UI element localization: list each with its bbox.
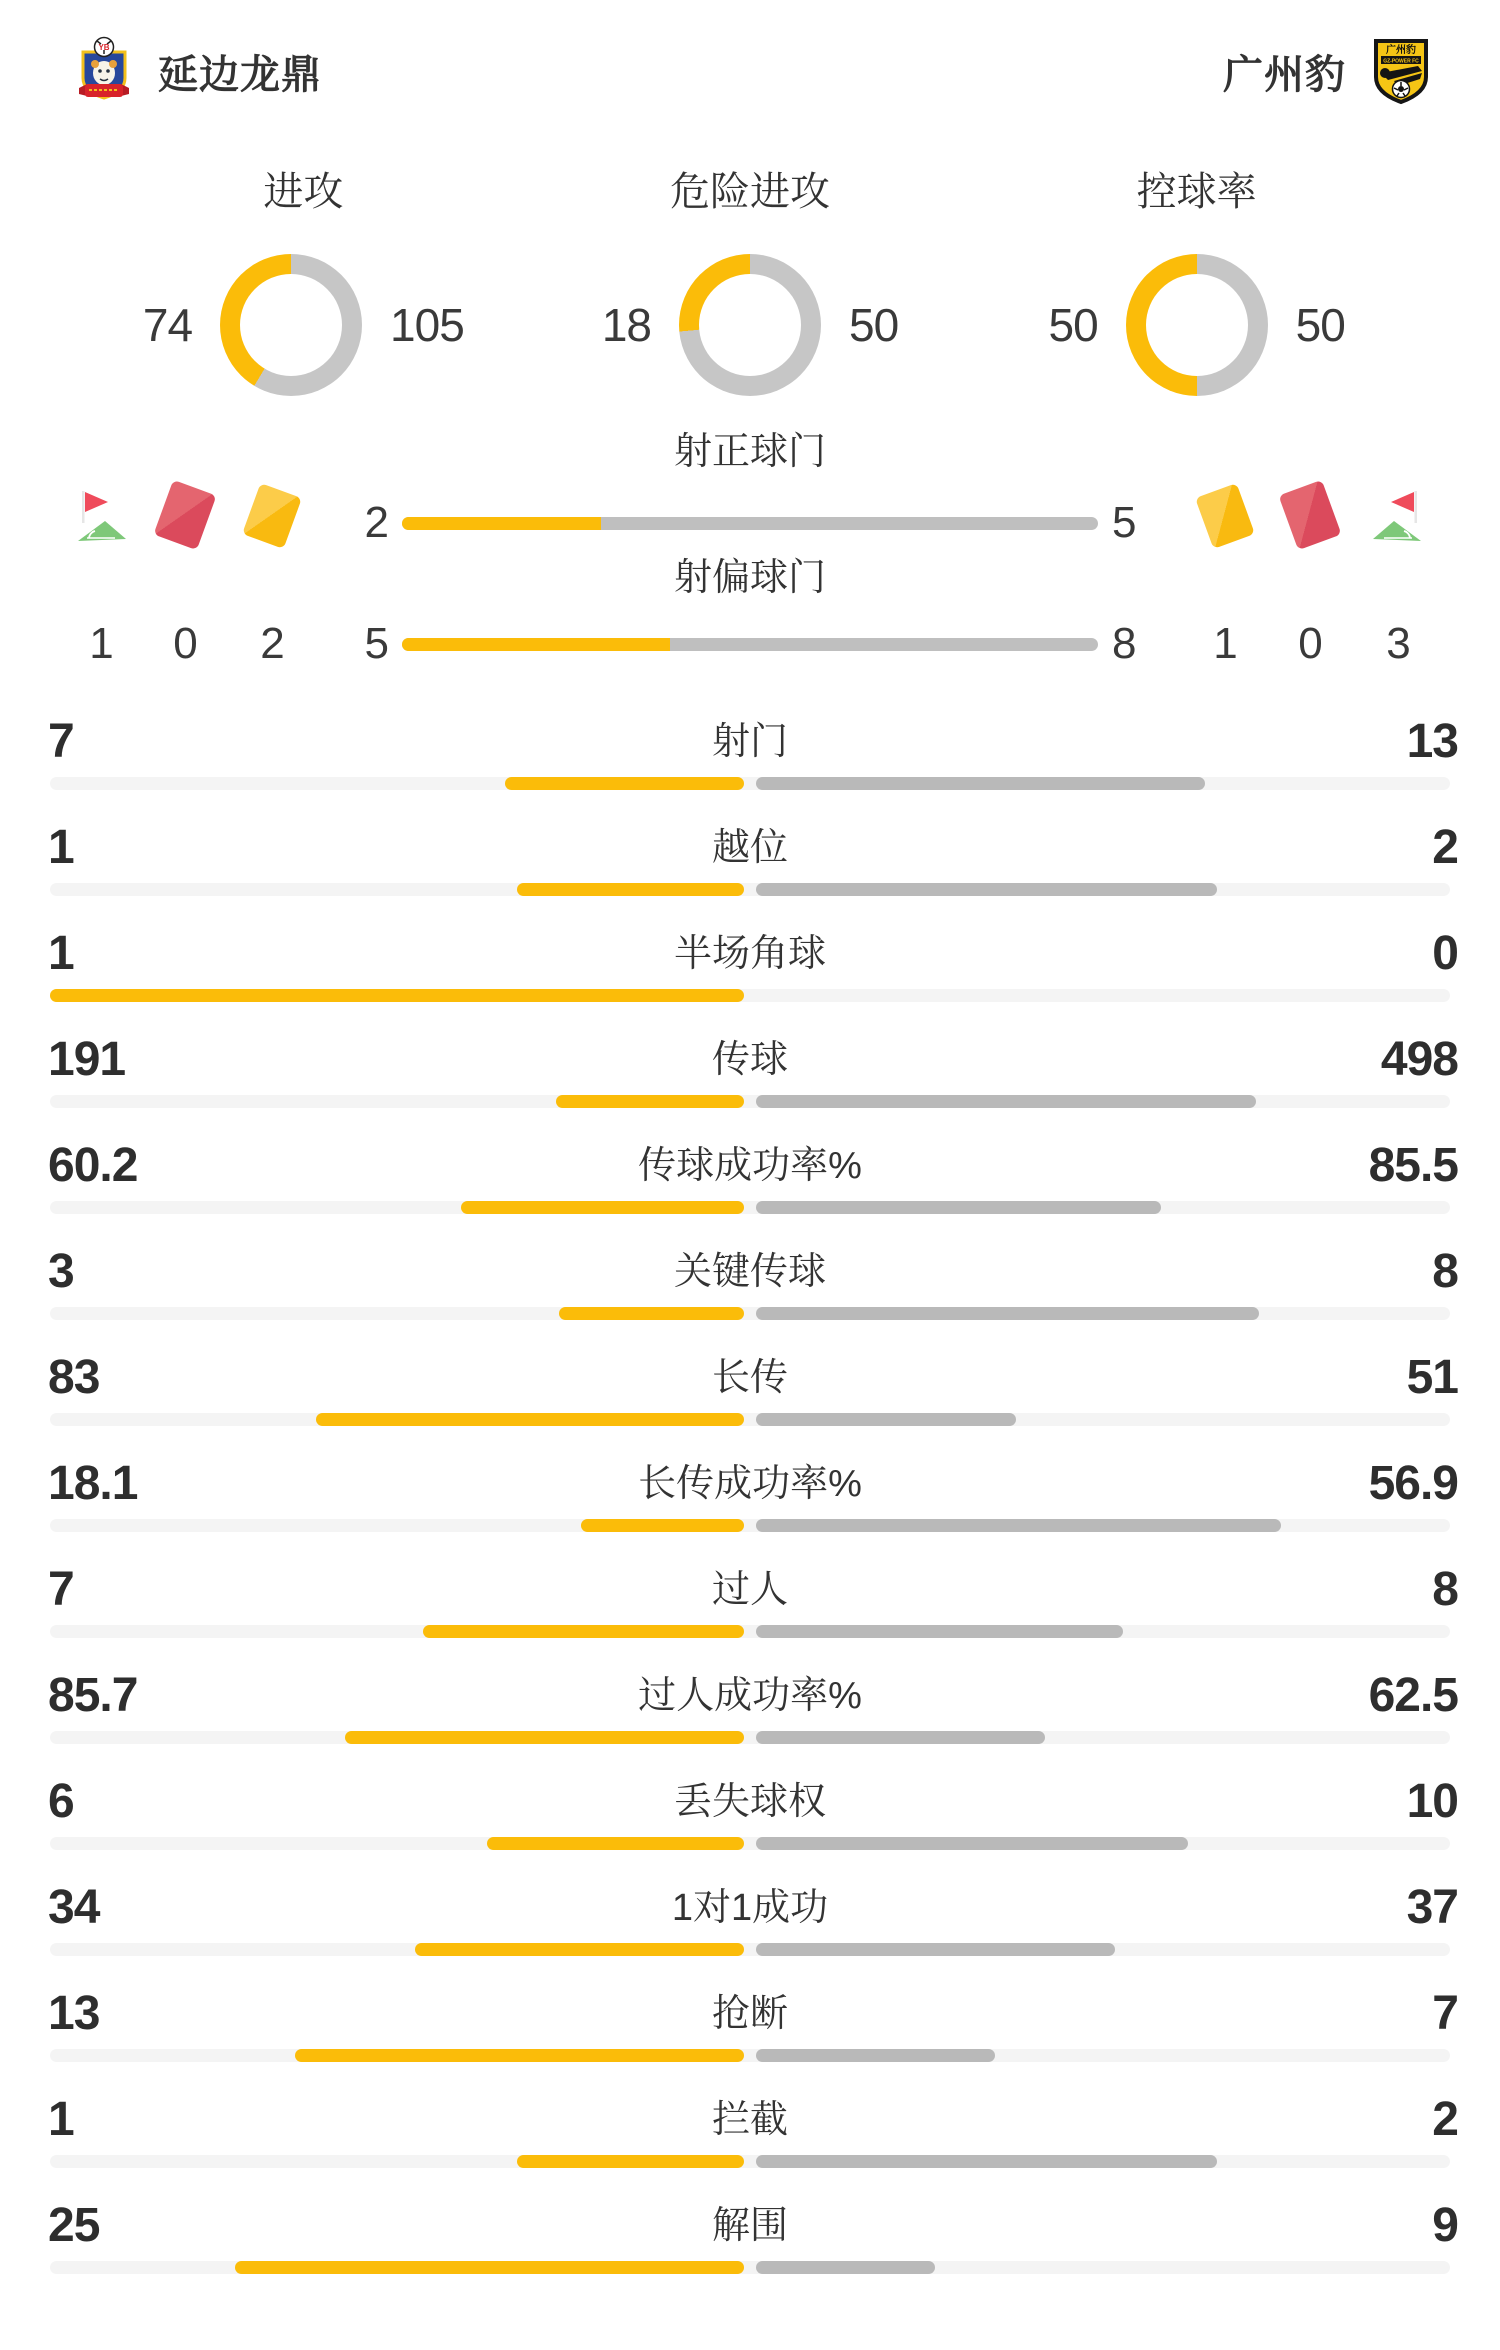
home-team-logo-icon: [76, 36, 132, 106]
stat-label: 抢断: [711, 1993, 788, 2035]
home-team-name: 延边龙鼎: [158, 52, 322, 97]
shots-off-target-home-fill: [402, 638, 670, 651]
chart-title: 危险进攻: [670, 170, 830, 214]
home-stat-value: 18.1: [48, 1457, 138, 1510]
home-stat-value: 3: [48, 1245, 74, 1298]
stat-row: [0, 1848, 1500, 1954]
home-shots-off-target-value: 5: [364, 619, 388, 668]
stat-row: [0, 2166, 1500, 2272]
away-team-name: 广州豹: [1223, 52, 1346, 97]
stat-label: 长传: [711, 1357, 788, 1399]
stat-row: [0, 1000, 1500, 1106]
home-red-card-icon: [153, 480, 216, 550]
stat-row: [0, 2060, 1500, 2166]
home-stat-bar: [235, 2261, 744, 2274]
shots-on-target-home-fill: [402, 517, 601, 530]
away-stat-value: 13: [1406, 715, 1458, 768]
stat-label: 传球成功率%: [638, 1145, 862, 1187]
away-red-card-icon: [1278, 480, 1341, 550]
home-red-card-count: 0: [173, 619, 197, 668]
away-possession-value: 50: [1295, 299, 1345, 351]
stat-row: [0, 894, 1500, 1000]
stat-label: 过人成功率%: [638, 1675, 862, 1717]
stat-row: [0, 1318, 1500, 1424]
shots-off-target-label: 射偏球门: [673, 557, 826, 599]
home-stat-value: 60.2: [48, 1139, 138, 1192]
away-stat-value: 7: [1432, 1987, 1458, 2040]
home-stat-value: 83: [48, 1351, 100, 1404]
chart-title: 进攻: [263, 170, 344, 214]
stat-label: 过人: [711, 1569, 788, 1611]
chart-attack: [80, 168, 527, 396]
home-stat-value: 34: [48, 1881, 100, 1934]
away-stat-value: 2: [1432, 821, 1458, 874]
away-stat-value: 8: [1432, 1563, 1458, 1616]
away-corner-count: 3: [1386, 619, 1410, 668]
stat-row: [0, 788, 1500, 894]
stat-label: 解围: [711, 2205, 788, 2247]
svg-text:广州豹: 广州豹: [1386, 45, 1416, 56]
home-attack-value: 74: [142, 299, 193, 351]
stat-label: 丢失球权: [673, 1781, 826, 1823]
home-yellow-card-count: 2: [260, 619, 284, 668]
overview-charts: [0, 168, 1500, 396]
home-stat-value: 1: [48, 927, 74, 980]
shots-on-target-bar: [402, 517, 1098, 530]
home-shots-on-target-value: 2: [364, 498, 388, 547]
home-stat-value: 7: [48, 715, 74, 768]
dangerous-attack-donut-chart: [679, 254, 821, 396]
away-stat-value: 62.5: [1368, 1669, 1458, 1722]
home-team-header[interactable]: [76, 36, 322, 106]
svg-text:GZ-POWER FC: GZ-POWER FC: [1383, 58, 1419, 65]
home-stat-value: 7: [48, 1563, 74, 1616]
chart-possession: [973, 168, 1420, 396]
away-team-logo-icon: [1372, 36, 1430, 106]
away-stat-value: 51: [1406, 1351, 1458, 1404]
away-dangerous-attack-value: 50: [849, 299, 899, 351]
away-corner-flag-icon: [1372, 489, 1424, 543]
stat-track: [50, 2261, 1450, 2274]
stat-row: [0, 1424, 1500, 1530]
away-stat-value: 8: [1432, 1245, 1458, 1298]
stat-label: 传球: [711, 1039, 788, 1081]
stat-row: [0, 1530, 1500, 1636]
away-stat-bar: [756, 2261, 935, 2274]
stat-label: 关键传球: [673, 1251, 826, 1293]
home-possession-value: 50: [1048, 299, 1098, 351]
home-stat-value: 191: [48, 1033, 126, 1086]
home-stat-value: 85.7: [48, 1669, 138, 1722]
stats-list: [0, 682, 1500, 2272]
away-stat-value: 498: [1380, 1033, 1458, 1086]
away-shots-off-target-value: 8: [1112, 619, 1136, 668]
away-stat-value: 10: [1406, 1775, 1458, 1828]
chart-dangerous-attack: [527, 168, 974, 396]
home-stat-value: 1: [48, 821, 74, 874]
away-attack-value: 105: [390, 299, 464, 351]
home-stat-value: 6: [48, 1775, 74, 1828]
stat-row: [0, 1212, 1500, 1318]
chart-title: 控球率: [1136, 170, 1257, 214]
stat-label: 射门: [711, 721, 788, 763]
away-stat-value: 56.9: [1368, 1457, 1458, 1510]
shots-discipline-section: [0, 412, 1500, 682]
home-corner-count: 1: [89, 619, 113, 668]
stat-label: 长传成功率%: [638, 1463, 862, 1505]
stat-row: [0, 1742, 1500, 1848]
stat-label: 半场角球: [673, 933, 826, 975]
attack-donut-chart: [220, 254, 362, 396]
away-stat-value: 85.5: [1368, 1139, 1458, 1192]
away-stat-value: 9: [1432, 2199, 1458, 2252]
header: [0, 0, 1500, 106]
away-stat-value: 37: [1406, 1881, 1458, 1934]
home-stat-value: 13: [48, 1987, 100, 2040]
stat-row: [0, 1106, 1500, 1212]
home-corner-flag-icon: [75, 489, 127, 543]
stat-row: [0, 682, 1500, 788]
stat-label: 越位: [711, 827, 788, 869]
shots-on-target-label: 射正球门: [673, 431, 826, 473]
home-dangerous-attack-value: 18: [601, 299, 651, 351]
away-yellow-card-count: 1: [1213, 619, 1237, 668]
stat-row: [0, 1636, 1500, 1742]
stat-row: [0, 1954, 1500, 2060]
stat-label: 拦截: [711, 2099, 788, 2141]
away-stat-value: 0: [1432, 927, 1458, 980]
away-shots-on-target-value: 5: [1112, 498, 1136, 547]
svg-text:YB: YB: [98, 43, 110, 52]
away-red-card-count: 0: [1298, 619, 1322, 668]
away-team-header[interactable]: [1223, 36, 1430, 106]
possession-donut-chart: [1126, 254, 1268, 396]
home-stat-value: 1: [48, 2093, 74, 2146]
shots-off-target-bar: [402, 638, 1098, 651]
away-stat-value: 2: [1432, 2093, 1458, 2146]
stat-label: 1对1成功: [671, 1887, 829, 1929]
home-stat-value: 25: [48, 2199, 100, 2252]
